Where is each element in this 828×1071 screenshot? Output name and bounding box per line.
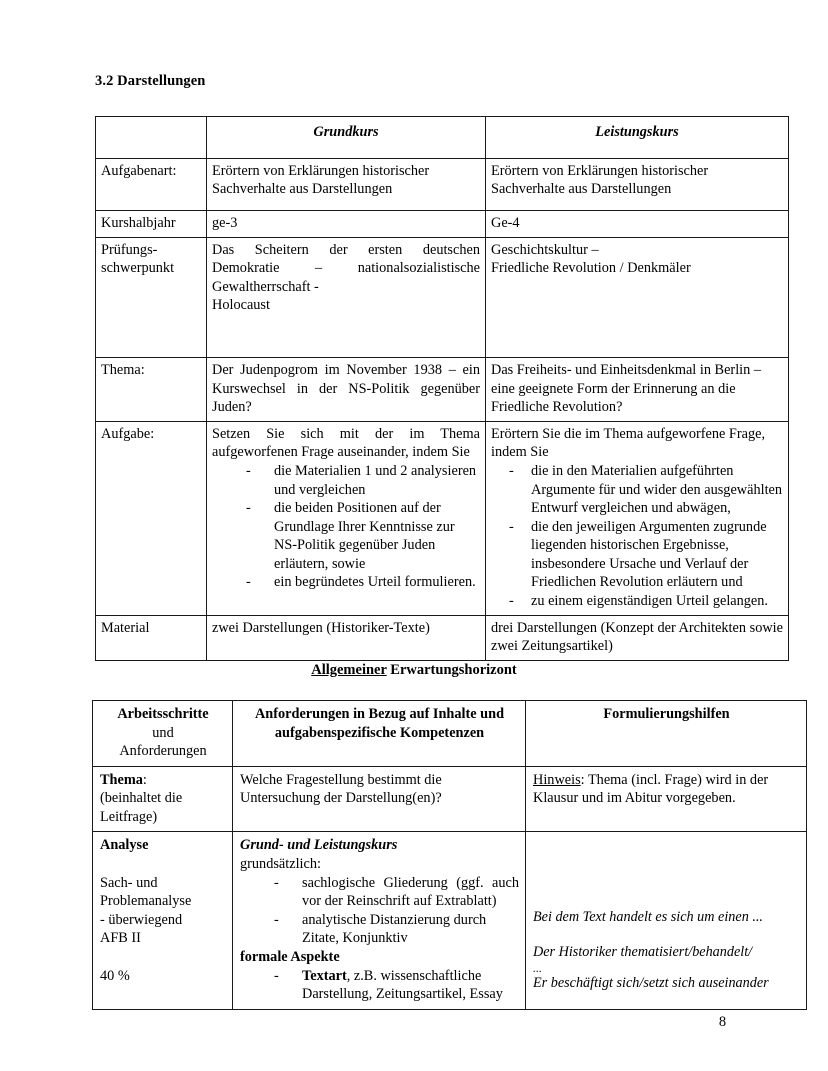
page-number: 8 (718, 1014, 727, 1030)
thema-label-bold: Thema (100, 771, 143, 788)
table-row-aufgabe (96, 421, 789, 615)
thema-label-line2: (beinhaltet die (100, 790, 183, 807)
cell-analyse-anforderungen (233, 832, 526, 1009)
list-item: - die beiden Positionen auf der Grundlage Ihrer Kenntnisse zur NS-Politik gegenüber Juden erläutern, sowie (246, 499, 480, 573)
table-row-thema (96, 358, 789, 422)
page-title: 3.2 Darstellungen (95, 73, 206, 89)
analyse-label-line5: AFB II (100, 930, 141, 947)
header-blank-cell (96, 117, 207, 159)
table-row-analyse (93, 832, 807, 1009)
cell-analyse-hilfen (526, 832, 807, 1009)
header-formulierungshilfen: Formulierungshilfen (526, 701, 807, 767)
erwartungshorizont-table (92, 700, 807, 1010)
analyse-heading2: formale Aspekte (240, 948, 340, 965)
list-item: - die Materialien 1 und 2 analysieren und vergleichen (246, 462, 480, 499)
hilfen-line3: ... (533, 961, 542, 976)
cell-thema-anforderungen: Welche Fragestellung bestimmt die Untersuchung der Darstellung(en)? (233, 766, 526, 832)
thema-label-line3: Leitfrage) (100, 808, 158, 825)
row-label-material: Material (96, 615, 207, 660)
cell-aufgabenart-lk: Erörtern von Erklärungen historischer Sachverhalte aus Darstellungen (486, 158, 789, 211)
list-item: - analytische Distanzierung durch Zitate, Konjunktiv (274, 911, 519, 948)
cell-aufgabenart-gk: Erörtern von Erklärungen historischer Sachverhalte aus Darstellungen (207, 158, 486, 211)
cell-thema-gk: Der Judenpogrom im November 1938 – ein Kurswechsel in der NS-Politik gegenüber Juden? (207, 358, 486, 422)
row-label-aufgabe: Aufgabe: (96, 421, 207, 615)
pruefungs-label-line1: Prüfungs- (101, 241, 158, 258)
row-label-pruefungsschwerpunkt (96, 237, 207, 357)
row-label-thema: Thema: (96, 358, 207, 422)
subtitle-underlined-part: Allgemeiner (311, 662, 387, 678)
header-arbeitsschritte-line2: und (152, 724, 174, 741)
analyse-hilfen-block (533, 908, 800, 993)
cell-pruefungsschwerpunkt-lk (486, 237, 789, 357)
cell-material-gk: zwei Darstellungen (Historiker-Texte) (207, 615, 486, 660)
hinweis-underlined: Hinweis (533, 771, 581, 788)
cell-aufgabe-gk (207, 421, 486, 615)
pruefungs-lk-line2: Friedliche Revolution / Denkmäler (491, 260, 691, 277)
pruefungs-gk-line1: Das Scheitern der ersten deutschen Demokratie – nationalsozialistische Gewaltherrschaft - (212, 241, 480, 295)
cell-thema-lk: Das Freiheits- und Einheitsdenkmal in Berlin – eine geeignete Form der Erinnerung an die Friedliche Revolution? (486, 358, 789, 422)
aufgabe-lk-list (491, 462, 783, 611)
analyse-subheading: grundsätzlich: (240, 856, 321, 873)
list-item: - die den jeweiligen Argumenten zugrunde liegenden historischen Ergebnisse, insbesondere Ursache und Verlauf der Friedlichen Revolution erläutern und (509, 518, 783, 592)
table-row-thema (93, 766, 807, 832)
table-row-header (96, 117, 789, 159)
hilfen-line2: Der Historiker thematisiert/behandelt/ (533, 944, 753, 961)
cell-kurshalbjahr-gk: ge-3 (207, 211, 486, 238)
row-label-thema (93, 766, 233, 832)
table-row-pruefungsschwerpunkt (96, 237, 789, 357)
row-label-kurshalbjahr: Kurshalbjahr (96, 211, 207, 238)
header-anforderungen-line2: aufgabenspezifische Kompetenzen (274, 724, 485, 741)
cell-material-lk: drei Darstellungen (Konzept der Architekten sowie zwei Zeitungsartikel) (486, 615, 789, 660)
row-label-analyse (93, 832, 233, 1009)
header-anforderungen-line1: Anforderungen in Bezug auf Inhalte und (254, 706, 505, 722)
subtitle-rest-part: Erwartungshorizont (386, 662, 517, 678)
textart-rest: , z.B. wissenschaftliche Darstellung, Zeitungsartikel, Essay (302, 967, 503, 1003)
table-row-aufgabenart (96, 158, 789, 211)
hilfen-spacer (533, 928, 800, 944)
analyse-list2 (240, 967, 519, 1004)
table-row-kurshalbjahr (96, 211, 789, 238)
pruefungs-lk-line1: Geschichtskultur – (491, 241, 599, 258)
cell-pruefungsschwerpunkt-gk (207, 237, 486, 357)
cell-thema-hilfen (526, 766, 807, 832)
header-anforderungen (233, 701, 526, 767)
header-arbeitsschritte-line3: Anforderungen (119, 743, 207, 760)
pruefungs-label-line2: schwerpunkt (101, 260, 175, 277)
cell-aufgabe-lk (486, 421, 789, 615)
cell-kurshalbjahr-lk: Ge-4 (486, 211, 789, 238)
aufgabe-lk-intro: Erörtern Sie die im Thema aufgeworfene Frage, indem Sie (491, 425, 766, 461)
table-row-header (93, 701, 807, 767)
analyse-label-line2: Sach- und (100, 874, 158, 891)
analyse-label-bold: Analyse (100, 837, 149, 854)
header-leistungskurs: Leistungskurs (486, 117, 789, 159)
subtitle-erwartungshorizont (0, 662, 828, 679)
aufgabe-gk-intro: Setzen Sie sich mit der im Thema aufgeworfenen Frage auseinander, indem Sie (212, 425, 480, 461)
kurse-table (95, 116, 789, 661)
textart-bold: Textart (302, 967, 347, 984)
list-item: - die in den Materialien aufgeführten Argumente für und wider den ausgewählten Entwurf vergleichen und abwägen, (509, 462, 783, 518)
thema-label-colon: : (142, 771, 147, 788)
table-row-material (96, 615, 789, 660)
analyse-label-line4: - überwiegend (100, 911, 183, 928)
list-item: - sachlogische Gliederung (ggf. auch vor der Reinschrift auf Extrablatt) (274, 874, 519, 911)
aufgabe-gk-list (212, 462, 480, 592)
list-item: - ein begründetes Urteil formulieren. (246, 573, 480, 592)
hinweis-rest: : Thema (incl. Frage) wird in der Klausur und im Abitur vorgegeben. (533, 771, 769, 807)
analyse-label-spacer (100, 855, 226, 874)
hilfen-line1: Bei dem Text handelt es sich um einen ... (533, 909, 763, 926)
row-label-aufgabenart: Aufgabenart: (96, 158, 207, 211)
analyse-label-line3: Problemanalyse (100, 893, 192, 910)
list-item: - zu einem eigenständigen Urteil gelangen. (509, 592, 783, 611)
hilfen-line4: Er beschäftigt sich/setzt sich auseinander (533, 975, 769, 992)
analyse-label-spacer2 (100, 948, 226, 967)
pruefungs-gk-line2: Holocaust (212, 297, 270, 314)
header-arbeitsschritte (93, 701, 233, 767)
list-item (274, 967, 519, 1004)
analyse-list (240, 874, 519, 948)
header-grundkurs: Grundkurs (207, 117, 486, 159)
analyse-heading: Grund- und Leistungskurs (240, 837, 398, 854)
header-arbeitsschritte-line1: Arbeitsschritte (117, 706, 209, 722)
analyse-label-line6: 40 % (100, 967, 130, 984)
